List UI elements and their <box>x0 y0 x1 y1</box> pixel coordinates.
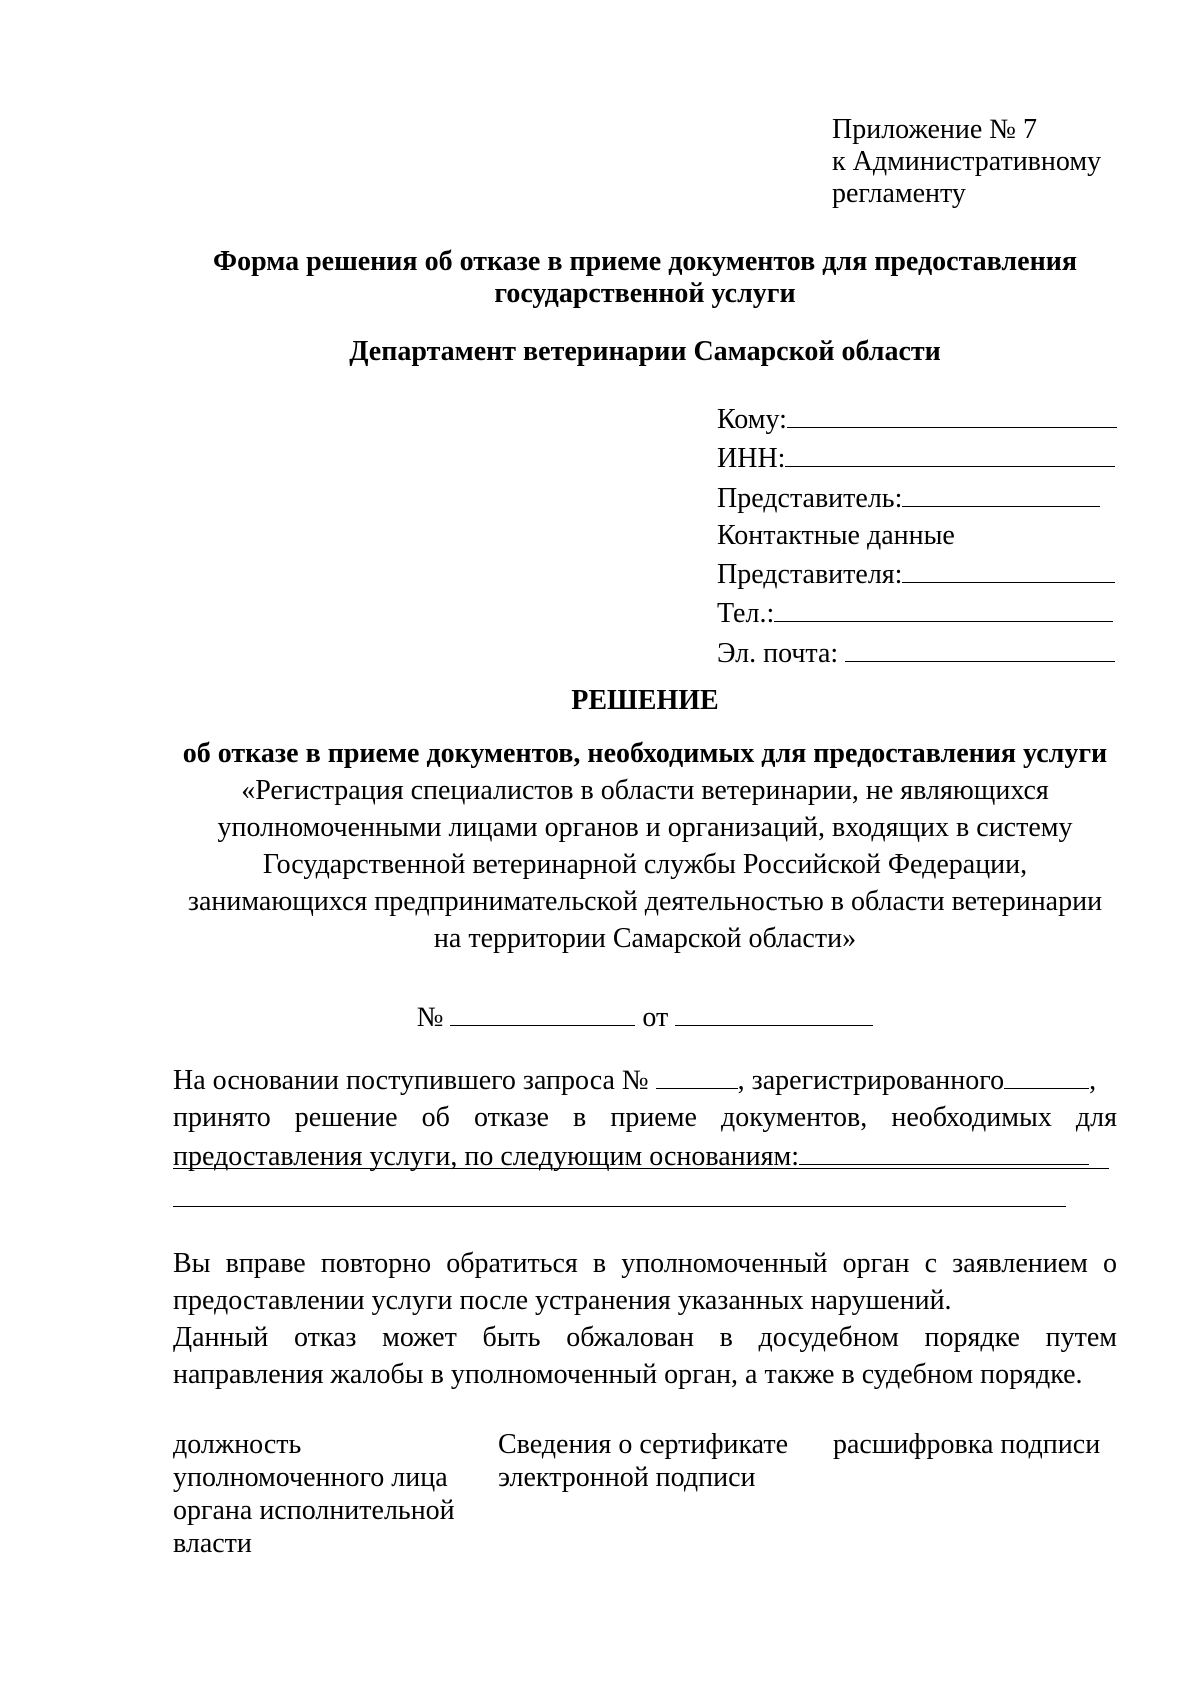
signature-position-line-1: должность <box>173 1429 302 1460</box>
signature-position-line-2: уполномоченного лица <box>173 1462 448 1493</box>
service-line-2: уполномоченными лицами органов и организаций, входящих в систему <box>217 812 1073 843</box>
recipient-email-row <box>717 633 1117 672</box>
grounds-blank-line-1[interactable] <box>173 1168 1109 1169</box>
decision-title: РЕШЕНИЕ <box>571 685 719 716</box>
recipient-representative-label: Представитель: <box>717 482 903 514</box>
rights-line-2: предоставлении услуги после устранения указанных нарушений. <box>173 1285 952 1316</box>
recipient-to-row <box>717 399 1117 438</box>
recipient-phone-label: Тел.: <box>717 598 775 630</box>
rights-block <box>173 1245 1117 1393</box>
recipient-phone-field[interactable] <box>774 593 1113 622</box>
signature-certificate-line-1: Сведения о сертификате <box>498 1429 789 1460</box>
form-title <box>120 246 1170 310</box>
body-line-3 <box>173 1136 1117 1175</box>
service-line-4: занимающихся предпринимательской деятельностью в области ветеринарии <box>187 886 1103 917</box>
number-sign: № <box>416 1002 444 1033</box>
recipient-inn-field[interactable] <box>785 438 1115 467</box>
grounds-field[interactable] <box>799 1136 1089 1165</box>
recipient-representative-field[interactable] <box>902 478 1100 507</box>
recipient-contact-row <box>717 517 1117 554</box>
department-name: Департамент ветеринарии Самарской области <box>349 336 941 367</box>
body-grounds-label: предоставления услуги, по следующим основаниям: <box>173 1141 799 1172</box>
body-comma: , <box>1089 1065 1097 1096</box>
rights-line-4: направления жалобы в уполномоченный орган, а также в судебном порядке. <box>173 1359 1083 1390</box>
service-line-1: «Регистрация специалистов в области ветеринарии, не являющихся <box>241 775 1049 806</box>
recipient-representative-row <box>717 478 1117 517</box>
recipient-inn-label: ИНН: <box>717 443 786 475</box>
form-title-line-2: государственной услуги <box>494 278 796 309</box>
signature-decoding: расшифровка подписи <box>833 1429 1101 1460</box>
signature-position <box>173 1428 473 1560</box>
recipient-contact-label: Контактные данные <box>717 519 955 551</box>
service-line-3: Государственной ветеринарной службы Российской Федерации, <box>262 849 1028 880</box>
recipient-to-field[interactable] <box>787 399 1117 428</box>
body-request-label: На основании поступившего запроса № <box>173 1065 649 1096</box>
decision-subtitle: об отказе в приеме документов, необходимых для предоставления услуги <box>182 738 1108 769</box>
appendix-note <box>832 114 1152 210</box>
decision-number-line <box>120 997 1170 1035</box>
registered-field[interactable] <box>1004 1060 1089 1089</box>
recipient-block <box>717 399 1117 672</box>
signature-certificate <box>498 1428 818 1494</box>
recipient-phone-row <box>717 593 1117 632</box>
recipient-inn-row <box>717 438 1117 477</box>
recipient-to-label: Кому: <box>717 404 787 435</box>
form-title-line-1: Форма решения об отказе в приеме документов для предоставления <box>213 246 1077 277</box>
body-line-1 <box>173 1060 1117 1099</box>
body-line-2: принято решение об отказе в приеме документов, необходимых для <box>173 1102 1117 1133</box>
decision-subtitle-block <box>120 735 1170 957</box>
recipient-email-field[interactable] <box>845 633 1115 662</box>
service-line-5: на территории Самарской области» <box>433 923 857 954</box>
signature-position-line-3: органа исполнительной <box>173 1495 455 1526</box>
recipient-email-label: Эл. почта: <box>717 637 839 669</box>
rights-line-1: Вы вправе повторно обратиться в уполномоченный орган с заявлением о <box>173 1248 1117 1279</box>
body-registered-label: , зарегистрированного <box>737 1065 1005 1096</box>
recipient-contact-rep-label: Представителя: <box>717 559 903 591</box>
appendix-line-1: Приложение № 7 <box>832 114 1037 145</box>
appendix-line-2: к Административному <box>832 146 1102 177</box>
rights-line-3: Данный отказ может быть обжалован в досудебном порядке путем <box>173 1322 1117 1353</box>
decision-number-field[interactable] <box>450 997 635 1026</box>
decision-body <box>173 1060 1117 1175</box>
grounds-blank-line-2[interactable] <box>173 1206 1066 1207</box>
request-number-field[interactable] <box>656 1060 738 1089</box>
appendix-line-3: регламенту <box>832 178 966 209</box>
recipient-contact-field[interactable] <box>902 554 1115 583</box>
signature-position-line-4: власти <box>173 1528 252 1559</box>
from-label: от <box>642 1002 669 1033</box>
recipient-contact-rep-row <box>717 554 1117 593</box>
decision-date-field[interactable] <box>675 997 873 1026</box>
signature-certificate-line-2: электронной подписи <box>498 1462 756 1493</box>
